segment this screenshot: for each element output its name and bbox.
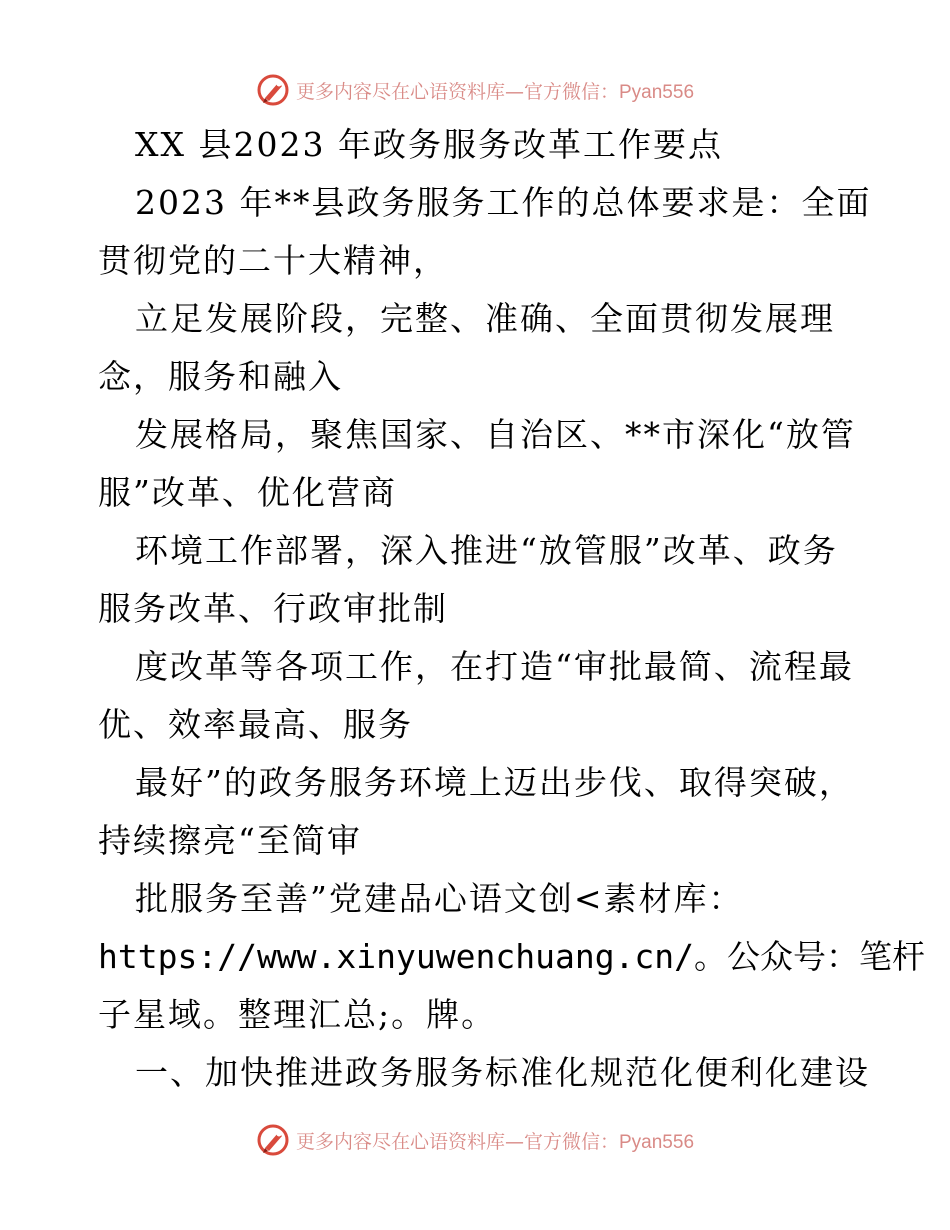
document-body (98, 116, 926, 1102)
text-line: 服务改革、行政审批制 (98, 589, 448, 628)
text-line: 最好”的政务服务环境上迈出步伐、取得突破， (135, 763, 854, 802)
text-line: 发展格局，聚焦国家、自治区、**市深化“放管 (135, 415, 856, 454)
text-line: https://www.xinyuwenchuang.cn/。公众号：笔杆 (98, 937, 926, 976)
watermark-text: 更多内容尽在心语资料库—官方微信：Pyan556 (295, 80, 695, 103)
text-line: 立足发展阶段，完整、准确、全面贯彻发展理 (135, 299, 835, 338)
text-line: 一、加快推进政务服务标准化规范化便利化建设 (135, 1053, 870, 1092)
watermark-text: 更多内容尽在心语资料库—官方微信：Pyan556 (295, 1130, 695, 1153)
text-line: 服”改革、优化营商 (98, 473, 397, 512)
text-line: 贯彻党的二十大精神， (98, 241, 448, 280)
text-line: 环境工作部署，深入推进“放管服”改革、政务 (135, 531, 838, 570)
header-watermark (0, 70, 950, 110)
text-line: 优、效率最高、服务 (98, 705, 413, 744)
footer-watermark (0, 1120, 950, 1160)
pen-logo-icon (256, 73, 290, 107)
text-line: 度改革等各项工作，在打造“审批最简、流程最 (135, 647, 854, 686)
pen-logo-icon (256, 1123, 290, 1157)
text-line: 念，服务和融入 (98, 357, 343, 396)
text-line: 子星域。整理汇总;。牌。 (98, 995, 497, 1034)
text-line: XX 县2023 年政务服务改革工作要点 (135, 125, 723, 164)
text-line: 持续擦亮“至简审 (98, 821, 362, 860)
text-line: 批服务至善”党建品心语文创<素材库： (135, 879, 744, 918)
text-line: 2023 年**县政务服务工作的总体要求是：全面 (135, 183, 872, 222)
